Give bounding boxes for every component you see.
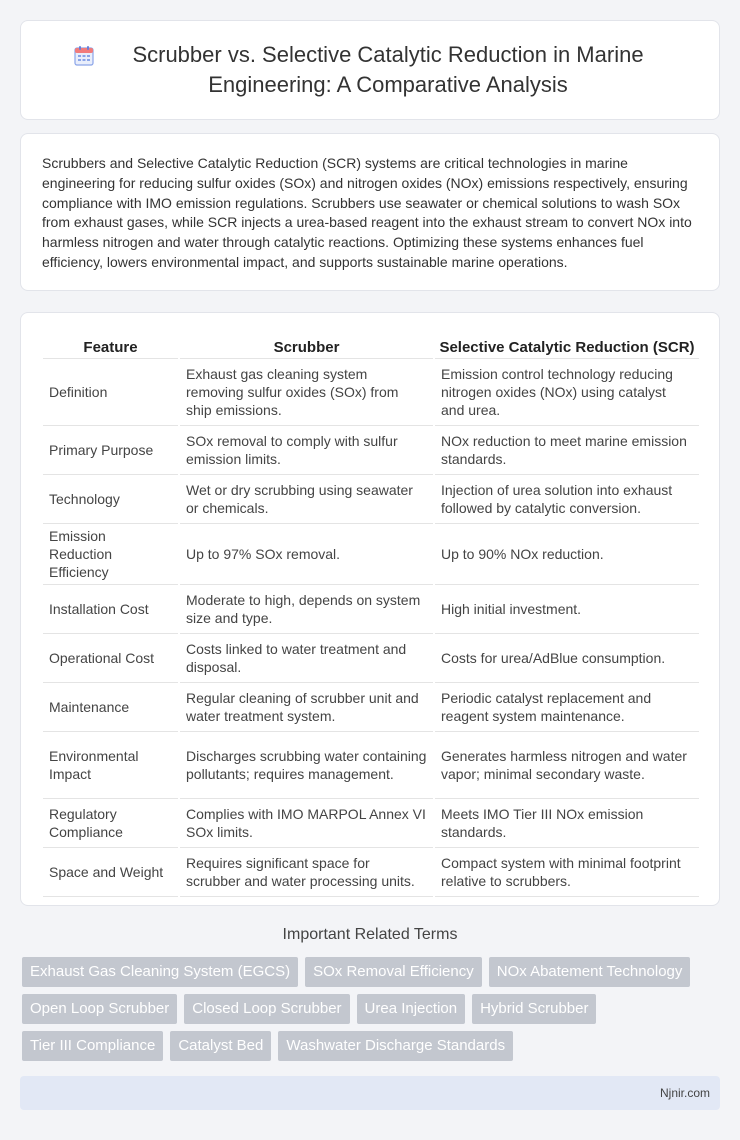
cell-feature: Definition <box>43 359 178 426</box>
cell-scr: NOx reduction to meet marine emission standards. <box>435 426 699 475</box>
table-row <box>43 683 699 732</box>
cell-feature: Primary Purpose <box>43 426 178 475</box>
cell-scr: Injection of urea solution into exhaust followed by catalytic conversion. <box>435 475 699 524</box>
table-row <box>43 426 699 475</box>
tag-sox-removal-efficiency[interactable]: SOx Removal Efficiency <box>305 957 482 987</box>
cell-scrubber: Wet or dry scrubbing using seawater or chemicals. <box>180 475 433 524</box>
tag-hybrid-scrubber[interactable]: Hybrid Scrubber <box>472 994 596 1024</box>
cell-scr: Generates harmless nitrogen and water vapor; minimal secondary waste. <box>435 732 699 799</box>
intro-paragraph: Scrubbers and Selective Catalytic Reduction (SCR) systems are critical technologies in marine engineering for reducing sulfur oxides (SOx) and nitrogen oxides (NOx) emissions respectively, ensuring compliance with IMO emission regulations. Scrubbers use seawater or chemical solutions to wash SOx from exhaust gases, while SCR injects a urea-based reagent into the exhaust stream to convert NOx into harmless nitrogen and water through catalytic reactions. Optimizing these systems enhances fuel efficiency, lowers environmental impact, and supports sustainable marine operations. <box>42 155 692 270</box>
tag-urea-injection[interactable]: Urea Injection <box>357 994 466 1024</box>
table-row <box>43 475 699 524</box>
table-header-row <box>43 333 699 359</box>
tag-open-loop-scrubber[interactable]: Open Loop Scrubber <box>22 994 177 1024</box>
cell-scrubber: SOx removal to comply with sulfur emission limits. <box>180 426 433 475</box>
cell-feature: Operational Cost <box>43 634 178 683</box>
tag-egcs[interactable]: Exhaust Gas Cleaning System (EGCS) <box>22 957 298 987</box>
cell-scrubber: Costs linked to water treatment and disposal. <box>180 634 433 683</box>
cell-scr: Meets IMO Tier III NOx emission standards. <box>435 799 699 848</box>
cell-scr: Periodic catalyst replacement and reagent system maintenance. <box>435 683 699 732</box>
table-row <box>43 359 699 426</box>
cell-scr: High initial investment. <box>435 585 699 634</box>
cell-scrubber: Discharges scrubbing water containing pollutants; requires management. <box>180 732 433 799</box>
cell-scr: Up to 90% NOx reduction. <box>435 524 699 585</box>
cell-feature: Environmental Impact <box>43 732 178 799</box>
cell-feature: Maintenance <box>43 683 178 732</box>
tag-catalyst-bed[interactable]: Catalyst Bed <box>170 1031 271 1061</box>
related-terms-tags <box>22 957 722 1061</box>
cell-scr: Compact system with minimal footprint relative to scrubbers. <box>435 848 699 897</box>
cell-scr: Costs for urea/AdBlue consumption. <box>435 634 699 683</box>
cell-scrubber: Requires significant space for scrubber and water processing units. <box>180 848 433 897</box>
tag-closed-loop-scrubber[interactable]: Closed Loop Scrubber <box>184 994 349 1024</box>
cell-scrubber: Complies with IMO MARPOL Annex VI SOx limits. <box>180 799 433 848</box>
table-row <box>43 799 699 848</box>
tag-washwater-discharge[interactable]: Washwater Discharge Standards <box>278 1031 513 1061</box>
cell-feature: Installation Cost <box>43 585 178 634</box>
table-row <box>43 634 699 683</box>
table-row <box>43 848 699 897</box>
cell-feature: Space and Weight <box>43 848 178 897</box>
cell-feature: Regulatory Compliance <box>43 799 178 848</box>
footer-site-link[interactable]: Njnir.com <box>659 1086 710 1100</box>
header-scrubber: Scrubber <box>180 333 433 359</box>
table-row <box>43 585 699 634</box>
page-title: Scrubber vs. Selective Catalytic Reduction in Marine Engineering: A Comparative Analysis <box>132 42 644 97</box>
table-row <box>43 732 699 799</box>
comparison-card <box>20 312 720 906</box>
table-row <box>43 524 699 585</box>
cell-scr: Emission control technology reducing nitrogen oxides (NOx) using catalyst and urea. <box>435 359 699 426</box>
cell-feature: Emission Reduction Efficiency <box>43 524 178 585</box>
cell-scrubber: Regular cleaning of scrubber unit and water treatment system. <box>180 683 433 732</box>
cell-scrubber: Exhaust gas cleaning system removing sulfur oxides (SOx) from ship emissions. <box>180 359 433 426</box>
footer <box>20 1076 720 1110</box>
comparison-table <box>41 333 701 897</box>
related-terms-title: Important Related Terms <box>282 926 458 943</box>
header-scr: Selective Catalytic Reduction (SCR) <box>435 333 699 359</box>
calendar-icon <box>72 44 96 68</box>
header-feature: Feature <box>43 333 178 359</box>
cell-scrubber: Moderate to high, depends on system size and type. <box>180 585 433 634</box>
cell-feature: Technology <box>43 475 178 524</box>
intro-card <box>20 133 720 291</box>
title-card <box>20 20 720 120</box>
tag-tier-iii-compliance[interactable]: Tier III Compliance <box>22 1031 163 1061</box>
cell-scrubber: Up to 97% SOx removal. <box>180 524 433 585</box>
tag-nox-abatement[interactable]: NOx Abatement Technology <box>489 957 691 987</box>
